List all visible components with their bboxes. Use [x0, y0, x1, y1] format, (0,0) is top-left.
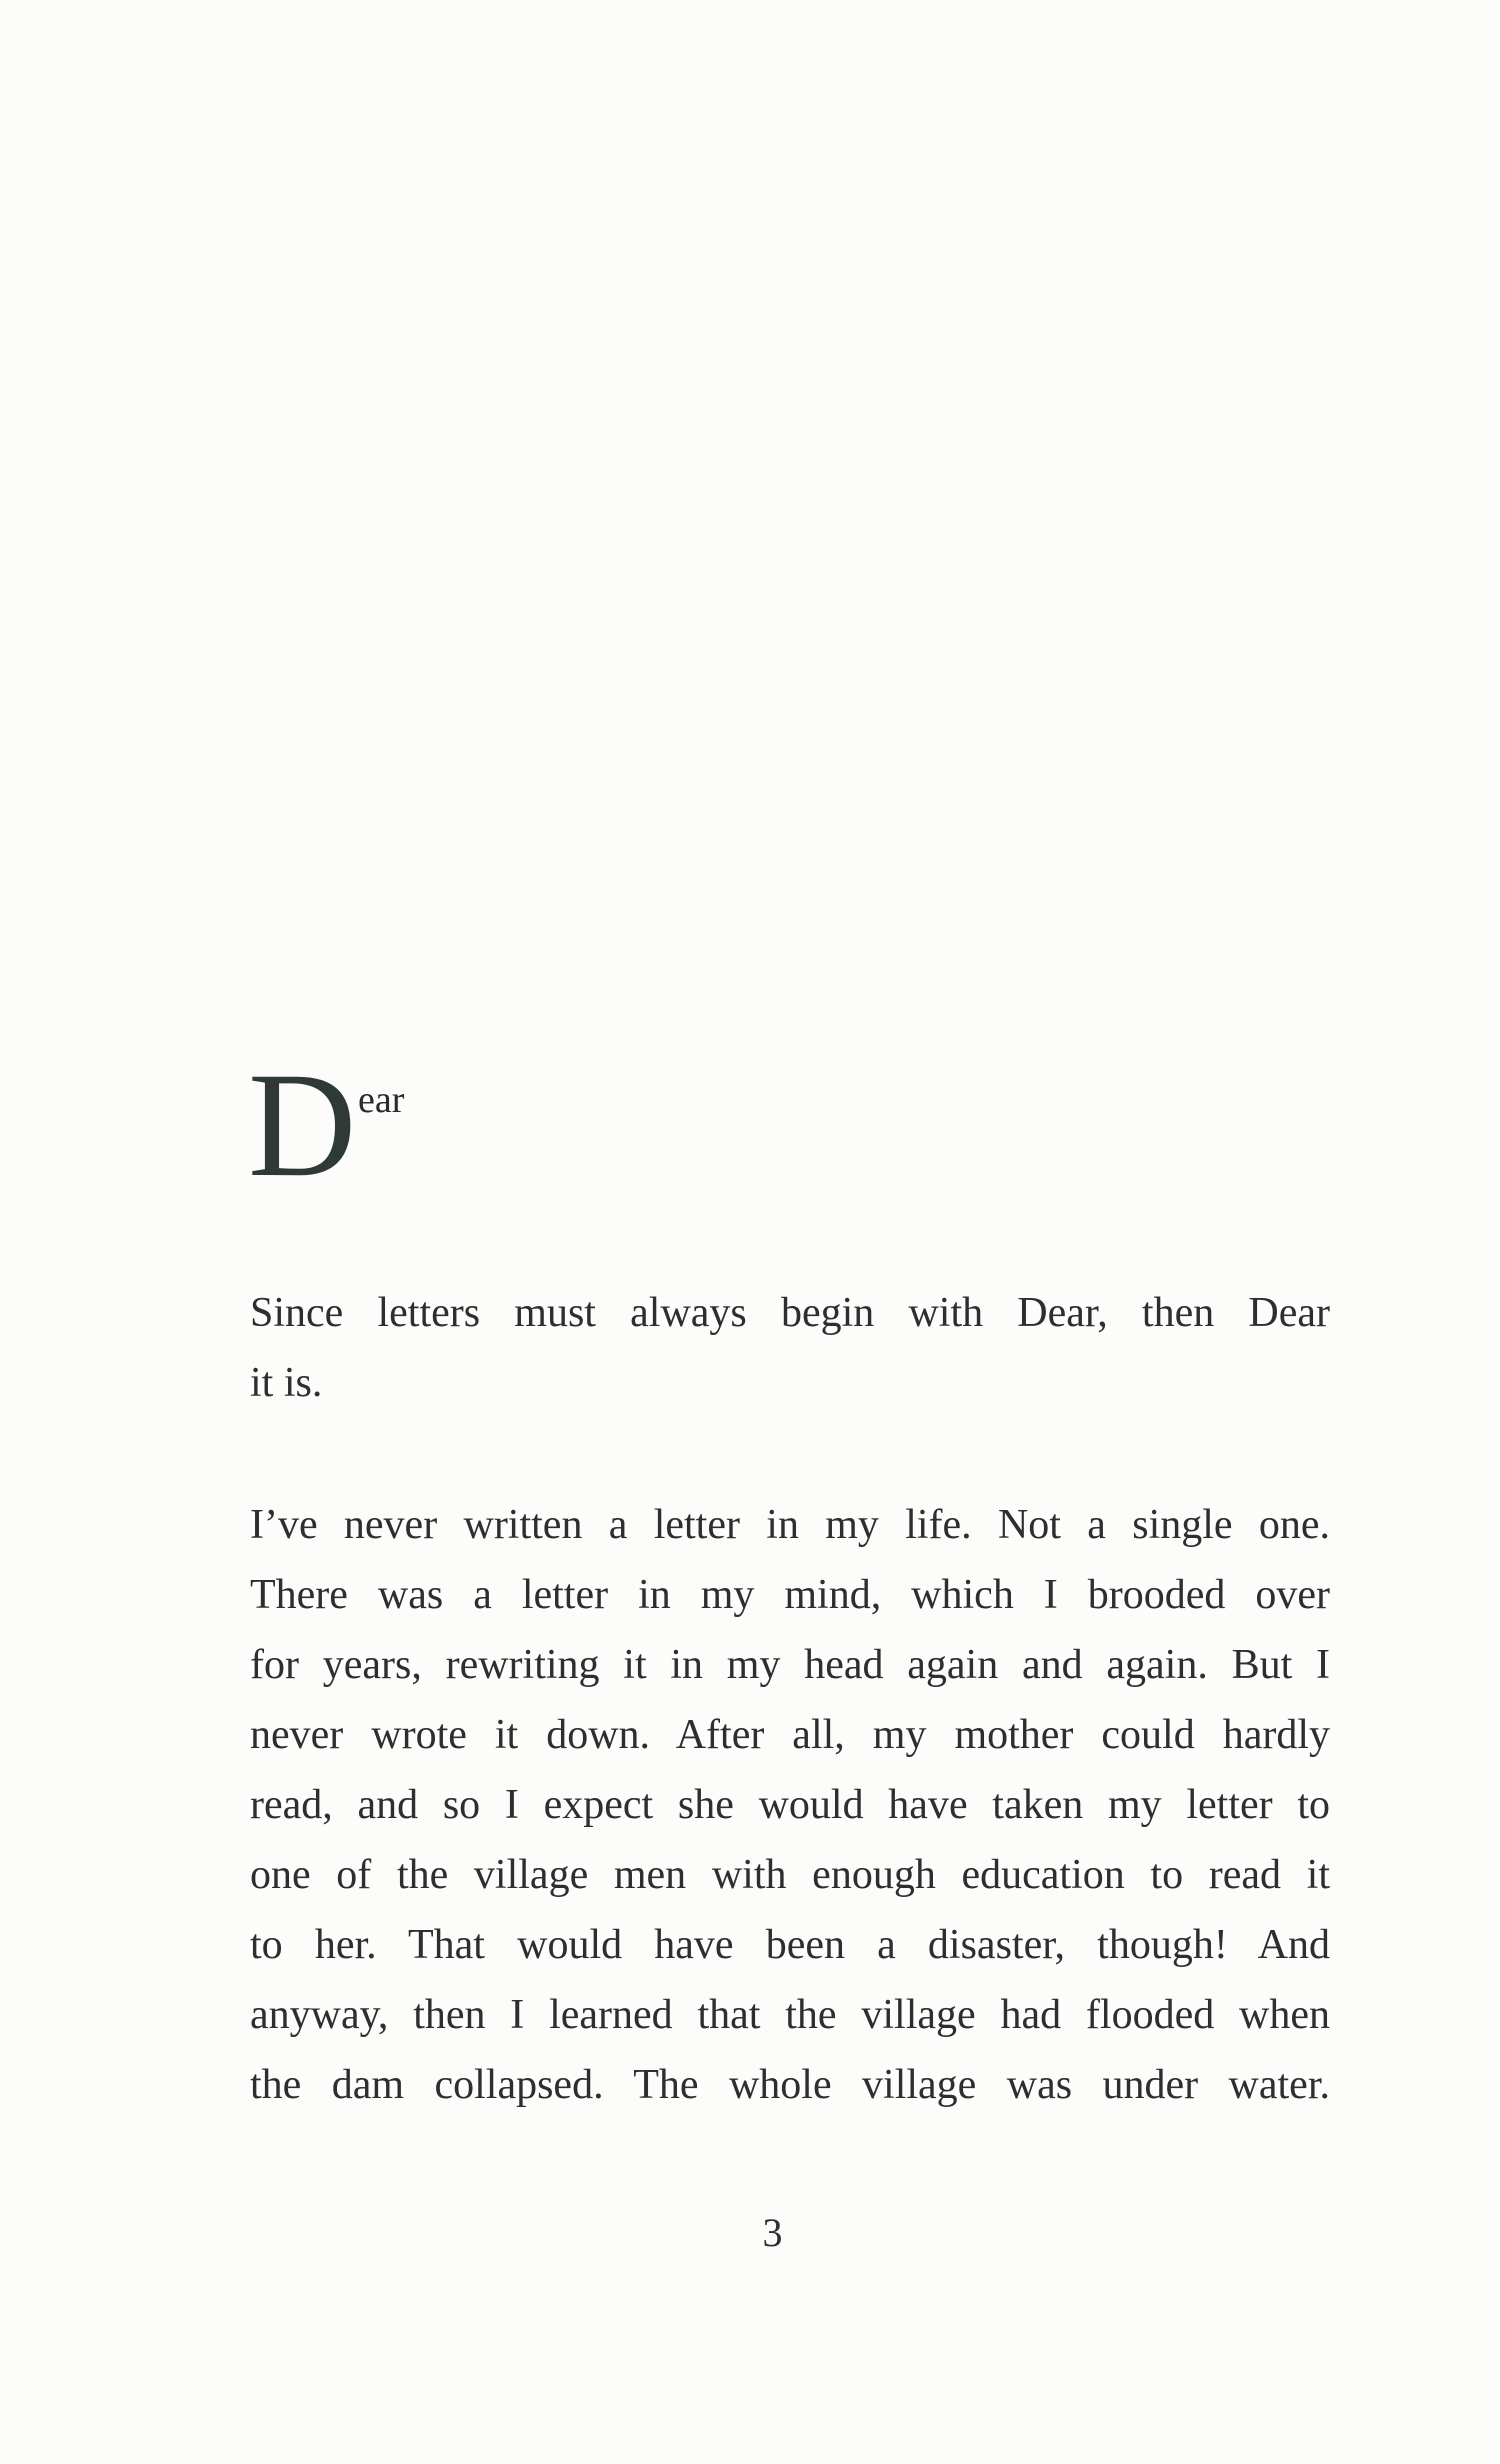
salutation — [248, 1042, 648, 1208]
paragraph-line: I’ve never written a letter in my life. Not a single one. — [250, 1502, 1330, 1548]
paragraph-line: There was a letter in my mind, which I brooded over — [250, 1572, 1330, 1618]
paragraph-line: it is. — [250, 1360, 323, 1406]
salutation-rest: ear — [358, 1079, 405, 1121]
paragraph-2 — [250, 1490, 1330, 2120]
paragraph-line: to her. That would have been a disaster, though! And — [250, 1922, 1330, 1968]
paragraph-line: one of the village men with enough education to read it — [250, 1852, 1330, 1898]
paragraph-line: Since letters must always begin with Dear, then Dear — [250, 1290, 1330, 1336]
drop-cap-letter: D — [248, 1042, 357, 1208]
paragraph-line: read, and so I expect she would have taken my letter to — [250, 1782, 1330, 1828]
paragraph-1 — [250, 1278, 1330, 1418]
paragraph-line: anyway, then I learned that the village had flooded when — [250, 1992, 1330, 2038]
page-number: 3 — [762, 2210, 783, 2255]
paragraph-line: for years, rewriting it in my head again and again. But I — [250, 1642, 1330, 1688]
paragraph-line: never wrote it down. After all, my mother could hardly — [250, 1712, 1330, 1758]
paragraph-line: the dam collapsed. The whole village was under water. — [250, 2062, 1330, 2108]
